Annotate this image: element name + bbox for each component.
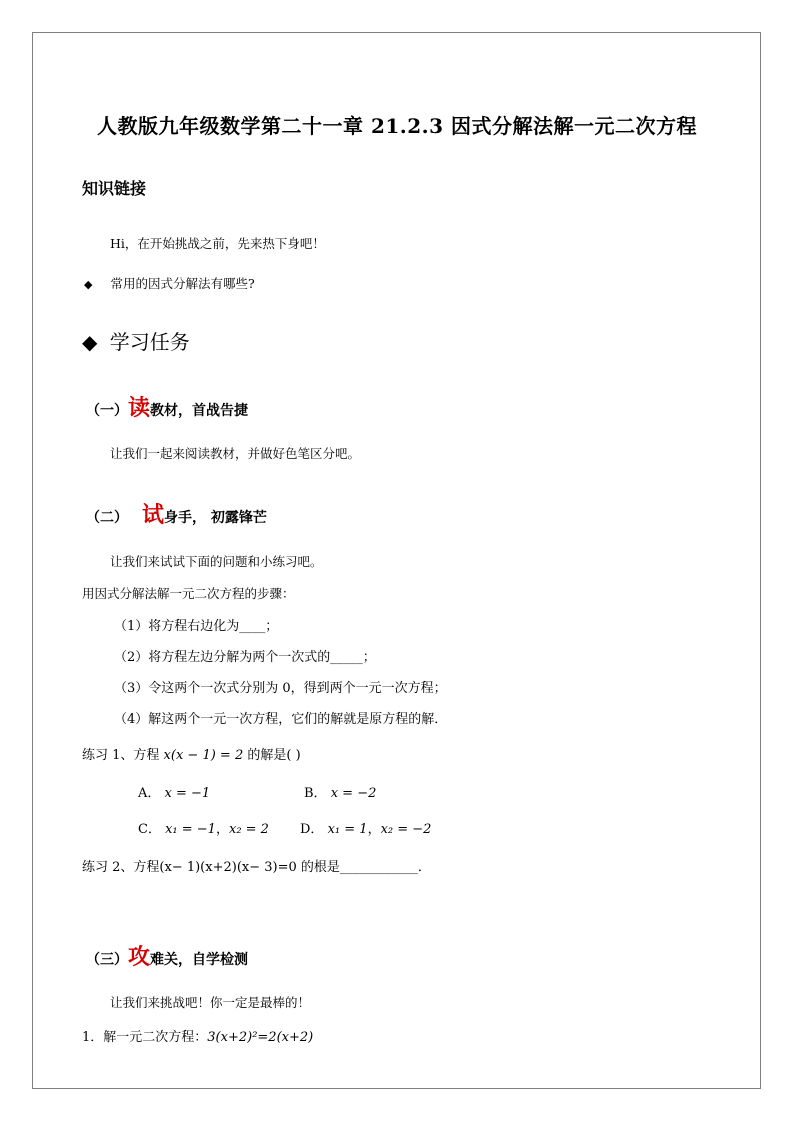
question-text: 常用的因式分解法有哪些? — [110, 276, 255, 291]
part3-big-char: 攻 — [128, 944, 151, 970]
part3-heading-text: 难关，自学检测 — [150, 952, 249, 968]
option-c — [138, 818, 269, 837]
exercise-1-equation: x(x − 1) = 2 — [163, 748, 244, 763]
part1-heading — [86, 391, 248, 422]
part2-description: 让我们来试试下面的问题和小练习吧。 — [110, 554, 323, 569]
option-d-value-1: x₁ = 1 — [327, 822, 368, 837]
option-a-label: A． — [138, 786, 161, 801]
question-item — [84, 274, 255, 292]
part2-heading — [86, 498, 267, 529]
part1-description: 让我们一起来阅读教材，并做好色笔区分吧。 — [110, 446, 361, 461]
question-1 — [82, 1026, 313, 1045]
option-c-label: C． — [138, 822, 161, 837]
exercise-1-prefix: 练习 1、方程 — [82, 748, 160, 763]
option-d — [300, 818, 431, 837]
step-item: （4）解这两个一元一次方程，它们的解就是原方程的解． — [114, 712, 448, 727]
document-title: 人教版九年级数学第二十一章 21.2.3 因式分解法解一元二次方程 — [96, 114, 697, 138]
option-d-value-2: x₂ = −2 — [380, 822, 432, 837]
option-c-value-2: x₂ = 2 — [228, 822, 269, 837]
part2-number: （二） — [86, 510, 128, 526]
option-a-value: x = −1 — [164, 786, 211, 801]
part1-heading-text: 教材，首战告捷 — [150, 403, 249, 419]
option-d-separator: ， — [367, 822, 381, 837]
option-b-label: B． — [304, 786, 327, 801]
exercise-1 — [82, 744, 301, 763]
exercise-1-suffix: 的解是( ) — [247, 748, 301, 763]
step-item: （1）将方程右边化为____； — [114, 619, 279, 634]
question-1-equation: 3(x+2)²=2(x+2) — [207, 1030, 314, 1045]
diamond-icon: ◆ — [82, 330, 98, 354]
part1-big-char: 读 — [128, 395, 151, 421]
option-b-value: x = −2 — [330, 786, 377, 801]
question-1-prefix: 1．解一元二次方程： — [82, 1030, 208, 1045]
part1-number: （一） — [86, 403, 128, 419]
knowledge-heading: 知识链接 — [82, 179, 147, 198]
step-item: （2）将方程左边分解为两个一次式的_____； — [114, 650, 376, 665]
step-item: （3）令这两个一次式分别为 0，得到两个一元一次方程； — [114, 681, 447, 696]
diamond-bullet-icon: ◆ — [84, 278, 93, 291]
part3-number: （三） — [86, 952, 128, 968]
part2-big-char: 试 — [142, 502, 165, 528]
exercise-2: 练习 2、方程(x− 1)(x+2)(x− 3)=0 的根是____________． — [82, 860, 431, 875]
option-c-value-1: x₁ = −1 — [165, 822, 216, 837]
option-d-label: D． — [300, 822, 324, 837]
option-a — [138, 782, 210, 801]
part2-heading-text: 身手， 初露锋芒 — [164, 510, 267, 526]
part3-description: 让我们来挑战吧！你一定是最棒的！ — [110, 995, 311, 1010]
option-b — [304, 782, 376, 801]
option-c-separator: ， — [215, 822, 229, 837]
tasks-heading — [82, 326, 190, 355]
warmup-greeting: Hi，在开始挑战之前，先来热下身吧！ — [110, 236, 325, 251]
tasks-heading-text: 学习任务 — [109, 330, 190, 354]
steps-intro: 用因式分解法解一元二次方程的步骤： — [82, 586, 295, 601]
part3-heading — [86, 940, 248, 971]
